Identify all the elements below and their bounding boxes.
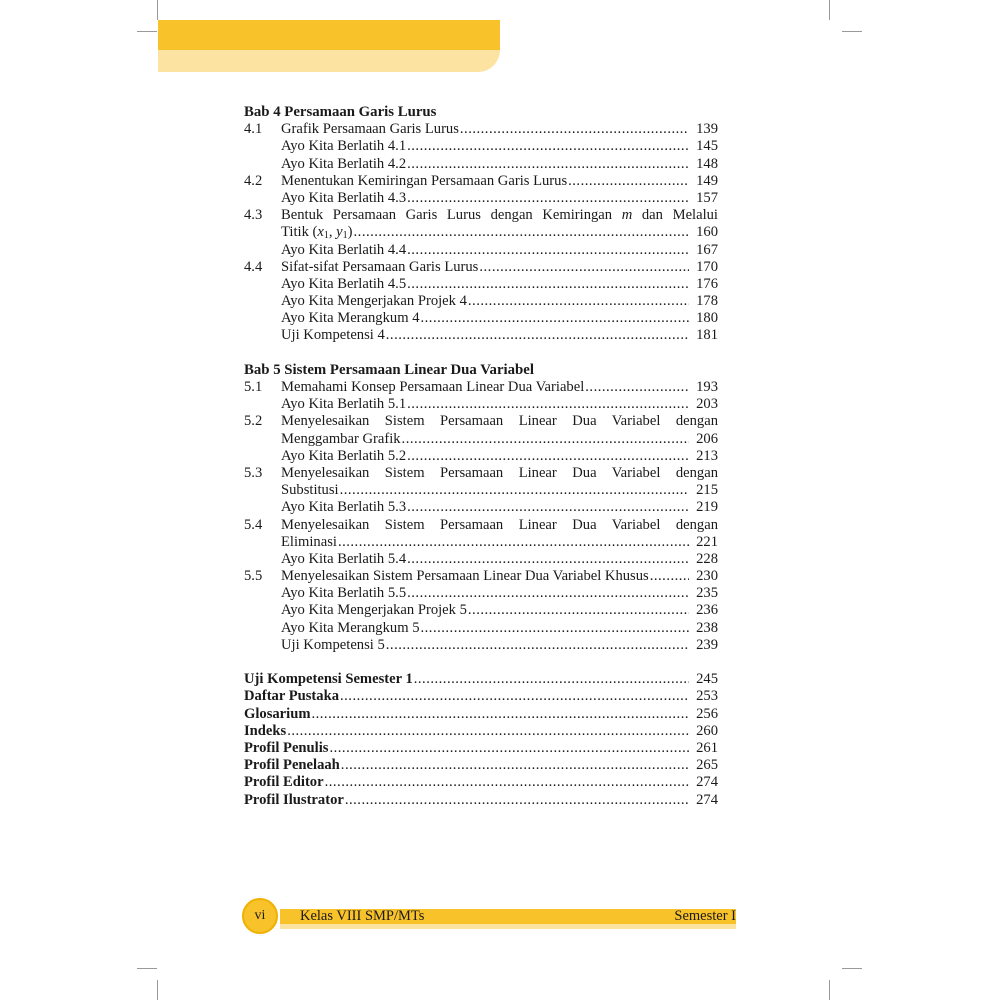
dot-leader [407, 190, 689, 207]
section-number: 4.3 [244, 207, 263, 224]
entry-text: Ayo Kita Berlatih 5.2 [281, 447, 407, 464]
dot-leader [407, 499, 689, 516]
entry-text: Daftar Pustaka [244, 688, 339, 705]
toc-row [244, 757, 718, 774]
dot-leader [386, 327, 689, 344]
dot-leader [329, 740, 689, 757]
entry-text: Ayo Kita Merangkum 4 [281, 310, 420, 327]
toc-row [244, 706, 718, 723]
entry-text: Menyelesaikan Sistem Persamaan Linear Dua Variabel dengan [281, 413, 718, 430]
page-number: 228 [696, 550, 718, 567]
page-number: 149 [696, 172, 718, 189]
entry-text: Menggambar Grafik [281, 430, 401, 447]
dot-leader [407, 156, 689, 173]
page-number: 260 [696, 722, 718, 739]
entry-text: Uji Kompetensi Semester 1 [244, 671, 413, 688]
toc-row [244, 259, 718, 276]
page-number-badge [242, 898, 278, 934]
page-number: 230 [696, 568, 718, 585]
toc-row [244, 224, 718, 241]
entry-text: Memahami Konsep Persamaan Linear Dua Variabel [281, 379, 585, 395]
dot-leader [414, 671, 689, 688]
toc-row [244, 602, 718, 619]
entry-text: Profil Editor [244, 774, 324, 791]
page-number: 253 [696, 688, 718, 705]
entry-text: Ayo Kita Mengerjakan Projek 4 [281, 293, 467, 310]
toc-row [244, 327, 718, 344]
dot-leader [407, 448, 689, 465]
table-of-contents [244, 104, 718, 809]
dot-leader [407, 585, 689, 602]
page-number: 238 [696, 619, 718, 636]
dot-leader [479, 259, 689, 276]
entry-text: Bentuk Persamaan Garis Lurus dengan Kemiringan m dan Melalui [281, 207, 718, 224]
page-number: vi [254, 908, 266, 923]
toc-row [244, 551, 718, 568]
toc-row [244, 242, 718, 259]
entry-text: Eliminasi [281, 533, 337, 550]
dot-leader [460, 121, 689, 138]
section-number: 5.3 [244, 464, 263, 481]
toc-row [244, 207, 718, 224]
dot-leader [468, 293, 689, 310]
crop-mark [157, 980, 158, 1000]
page-number: 245 [696, 671, 718, 688]
toc-row [244, 465, 718, 482]
page-number: 274 [696, 791, 718, 808]
toc-row [244, 671, 718, 688]
page-number: 256 [696, 705, 718, 722]
entry-text: Ayo Kita Berlatih 4.2 [281, 155, 407, 172]
page-number: 148 [696, 155, 718, 172]
section-number: 5.1 [244, 379, 263, 395]
chapter-rows [244, 379, 718, 654]
chapter-title: Bab 4 Persamaan Garis Lurus [244, 104, 437, 120]
back-matter-rows [244, 671, 718, 809]
entry-text: Profil Ilustrator [244, 791, 344, 808]
page-number: 193 [696, 379, 718, 395]
page-number: 235 [696, 585, 718, 602]
entry-text: Profil Penelaah [244, 757, 340, 774]
crop-mark [829, 0, 830, 20]
entry-text: Profil Penulis [244, 739, 329, 756]
dot-leader [402, 431, 689, 448]
crop-mark [829, 980, 830, 1000]
page-number: 170 [696, 258, 718, 275]
toc-row [244, 396, 718, 413]
dot-leader [407, 551, 689, 568]
toc-row [244, 293, 718, 310]
dot-leader [338, 534, 689, 551]
entry-text: Grafik Persamaan Garis Lurus [281, 121, 459, 138]
entry-text: Uji Kompetensi 5 [281, 636, 385, 653]
dot-leader [421, 620, 690, 637]
dot-leader [650, 568, 689, 585]
entry-text: Ayo Kita Berlatih 5.1 [281, 396, 407, 413]
toc-row [244, 190, 718, 207]
page-number: 157 [696, 189, 718, 206]
crop-mark [157, 0, 158, 20]
page-number: 236 [696, 602, 718, 619]
entry-text: Ayo Kita Berlatih 4.5 [281, 275, 407, 292]
entry-text: Ayo Kita Berlatih 4.1 [281, 138, 407, 155]
dot-leader [407, 242, 689, 259]
page-number: 219 [696, 499, 718, 516]
entry-text: Ayo Kita Berlatih 5.3 [281, 499, 407, 516]
section-number: 5.2 [244, 413, 263, 430]
section-number: 5.4 [244, 516, 263, 533]
dot-leader [386, 637, 689, 654]
toc-row [244, 620, 718, 637]
section-number: 5.5 [244, 568, 263, 585]
page-number: 261 [696, 739, 718, 756]
section-number: 4.1 [244, 121, 263, 138]
entry-text: Titik ($x_1$, $y_1$) [281, 224, 353, 242]
page-number: 221 [696, 533, 718, 550]
toc-row [244, 499, 718, 516]
toc-row [244, 517, 718, 534]
entry-text: Ayo Kita Berlatih 5.5 [281, 585, 407, 602]
page-number: 167 [696, 241, 718, 258]
entry-text: Ayo Kita Berlatih 5.4 [281, 550, 407, 567]
header-band [158, 20, 500, 50]
section-number: 4.4 [244, 258, 263, 275]
dot-leader [341, 757, 689, 774]
toc-row [244, 688, 718, 705]
page-number: 178 [696, 293, 718, 310]
chapter-title: Bab 5 Sistem Persamaan Linear Dua Variabel [244, 361, 534, 378]
page-number: 274 [696, 774, 718, 791]
dot-leader [311, 706, 689, 723]
toc-row [244, 740, 718, 757]
page-number: 139 [696, 121, 718, 138]
footer-semester-label: Semester I [674, 908, 736, 924]
dot-leader [568, 173, 689, 190]
chapter-rows [244, 121, 718, 344]
entry-text: Sifat-sifat Persamaan Garis Lurus [281, 258, 479, 275]
toc-row [244, 431, 718, 448]
page-number: 215 [696, 482, 718, 499]
entry-text: Menyelesaikan Sistem Persamaan Linear Dua Variabel dengan [281, 464, 718, 481]
entry-text: Glosarium [244, 705, 311, 722]
toc-row [244, 637, 718, 654]
toc-row [244, 138, 718, 155]
page-number: 206 [696, 430, 718, 447]
toc-row [244, 413, 718, 430]
entry-text: Ayo Kita Merangkum 5 [281, 619, 420, 636]
entry-text: Uji Kompetensi 4 [281, 327, 385, 344]
dot-leader [585, 379, 689, 396]
toc-row [244, 276, 718, 293]
toc-row [244, 585, 718, 602]
toc-row [244, 774, 718, 791]
toc-row [244, 310, 718, 327]
toc-row [244, 568, 718, 585]
toc-row [244, 482, 718, 499]
footer-class-label: Kelas VIII SMP/MTs [300, 908, 425, 924]
page-number: 265 [696, 757, 718, 774]
crop-mark [137, 31, 157, 32]
dot-leader [325, 774, 689, 791]
entry-text: Indeks [244, 722, 287, 739]
page-number: 213 [696, 447, 718, 464]
page-number: 181 [696, 327, 718, 344]
dot-leader [421, 310, 690, 327]
toc-row [244, 173, 718, 190]
dot-leader [340, 688, 689, 705]
entry-text: Substitusi [281, 482, 339, 499]
dot-leader [407, 396, 689, 413]
page-number: 239 [696, 636, 718, 653]
dot-leader [468, 602, 689, 619]
entry-text: Menentukan Kemiringan Persamaan Garis Lurus [281, 172, 568, 189]
dot-leader [340, 482, 689, 499]
page-number: 176 [696, 275, 718, 292]
header-band-light [158, 50, 500, 72]
dot-leader [287, 723, 689, 740]
entry-text: Ayo Kita Mengerjakan Projek 5 [281, 602, 467, 619]
dot-leader [407, 138, 689, 155]
page-number: 160 [696, 224, 718, 241]
crop-mark [842, 968, 862, 969]
entry-text: Menyelesaikan Sistem Persamaan Linear Dua Variabel Khusus [281, 568, 649, 585]
crop-mark [842, 31, 862, 32]
dot-leader [345, 792, 689, 809]
entry-text: Menyelesaikan Sistem Persamaan Linear Dua Variabel dengan [281, 516, 718, 533]
page-number: 203 [696, 396, 718, 413]
toc-row [244, 121, 718, 138]
toc-row [244, 792, 718, 809]
dot-leader [407, 276, 689, 293]
toc-row [244, 379, 718, 396]
entry-text: Ayo Kita Berlatih 4.3 [281, 189, 407, 206]
entry-text: Ayo Kita Berlatih 4.4 [281, 241, 407, 258]
crop-mark [137, 968, 157, 969]
toc-row [244, 723, 718, 740]
dot-leader [354, 224, 689, 241]
toc-row [244, 156, 718, 173]
toc-row [244, 448, 718, 465]
section-number: 4.2 [244, 172, 263, 189]
page-number: 145 [696, 138, 718, 155]
toc-row [244, 534, 718, 551]
page-number: 180 [696, 310, 718, 327]
